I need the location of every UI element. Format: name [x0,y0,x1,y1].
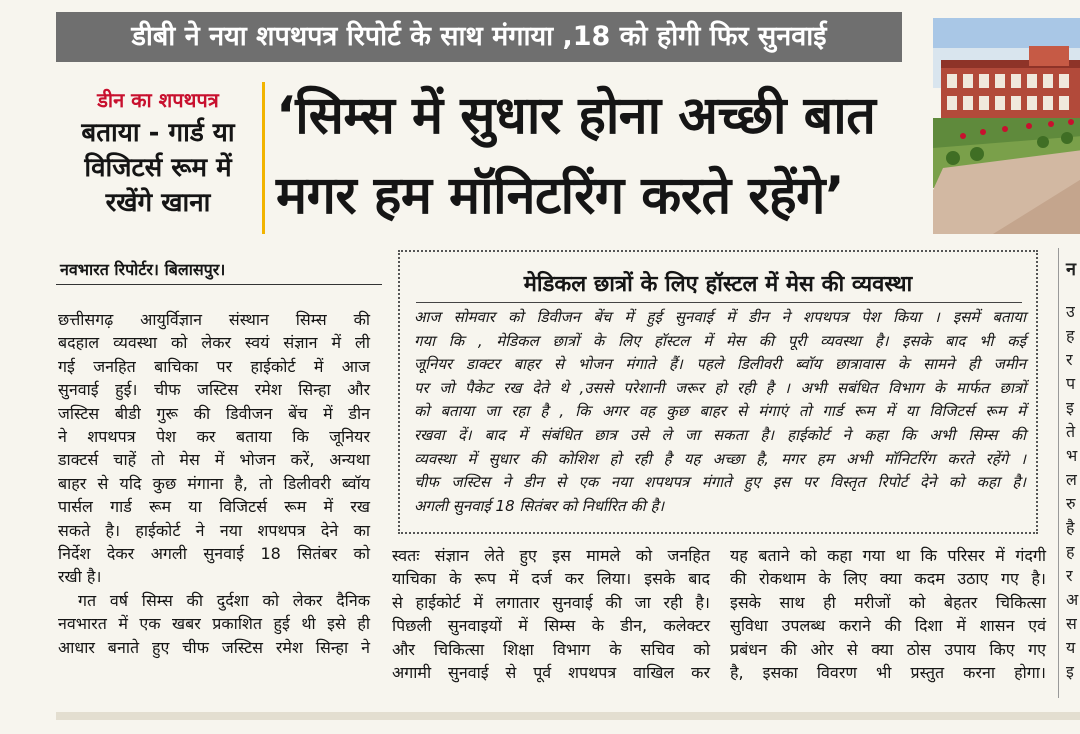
text-line: पार्सल गार्ड रूम या विजिटर्स रूम में रख [58,497,370,517]
cropped-next-article [1066,258,1080,684]
byline: नवभारत रिपोर्टर। बिलासपुर। [60,260,226,279]
text-line: पिछली सुनवाइयों में सिम्स के डीन, कलेक्टर [392,616,710,636]
cropped-char: अ [1066,590,1079,609]
box-text [414,306,1026,518]
text-line: निर्देश देकर अगली सुनवाई 18 सितंबर को [58,544,370,564]
text-line: सुविधा उपलब्ध कराने की दिशा में शासन एवं [730,616,1046,636]
cropped-char: प [1066,374,1076,393]
cropped-char: इ [1066,398,1074,417]
byline-divider [56,284,382,285]
headline-banner: डीबी ने नया शपथपत्र रिपोर्ट के साथ मंगाया ,18 को होगी फिर सुनवाई [56,12,902,62]
text-line: प्रबंधन की ओर से क्या ठोस उपाय किए गए [730,639,1046,659]
cropped-char: ह [1066,542,1075,561]
column-divider [1058,248,1059,698]
text-line: ने शपथपत्र पेश कर बताया कि जूनियर [58,427,370,447]
box-line: गया कि , मेडिकल छात्रों के लिए हॉस्टल में मेस की पूरी व्यवस्था है। इसके बाद भी कई [414,331,1026,350]
sidebar-headline-line: विजिटर्स रूम में [84,153,232,183]
box-title-divider [416,302,1022,303]
cropped-heading-char: न [1066,259,1076,280]
text-line: सुनवाई हुई। चीफ जस्टिस रमेश सिन्हा और [58,380,370,400]
text-line: नवभारत में एक खबर प्रकाशित हुई थी इसे ही [58,614,370,634]
box-line: व्यवस्था में सुधार की कोशिश हो रही है यह अच्छा है, मगर हम अभी मॉनिटरिंग करते रहेंगे । [414,449,1026,468]
text-line: रखी है। [58,567,102,587]
cropped-char: स [1066,614,1077,633]
cropped-char: है [1066,518,1075,537]
accent-bar [262,82,265,234]
text-line: जस्टिस बीडी गुरू की डिवीजन बेंच में डीन [58,403,370,423]
box-line: को बताया जा रहा है , कि अगर वह कुछ बाहर से मंगाएं तो गार्ड रूम में या विजिटर्स रूम में [414,402,1026,421]
text-line: बदहाल व्यवस्था को लेकर स्वयं संज्ञान में ली [58,333,370,353]
text-line: अगामी सुनवाई से पूर्व शपथपत्र वाखिल कर [392,663,710,683]
cropped-char: भ [1066,446,1078,465]
sidebar-kicker: डीन का शपथपत्र [97,88,219,112]
text-line: डाक्टर्स चाहें तो मेस में भोजन करें, अन्यथा [58,450,370,470]
cropped-char: उ [1066,302,1075,321]
court-building-photo [933,18,1080,234]
text-line: आधार बनाते हुए चीफ जस्टिस रमेश सिन्हा ने [58,637,370,657]
text-line: इसके साथ ही मरीजों को बेहतर चिकित्सा [730,592,1046,612]
box-line: जूनियर डाक्टर बाहर से भोजन मंगाते हैं। पहले डिलीवरी ब्वॉय छात्रावास के सामने ही जमीन [414,355,1026,374]
text-line: बाहर से यदि कुछ मंगाना है, तो डिलीवरी ब्वॉय [58,473,370,493]
text-line: से हाईकोर्ट में लगातार सुनवाई की जा रही है। [392,592,710,612]
box-line: अगली सुनवाई 18 सितंबर को निर्धारित की है। [414,496,665,515]
text-line: याचिका के रूप में दर्ज कर लिया। इसके बाद [392,569,710,589]
text-line: स्वतः संज्ञान लेते हुए इस मामले को जनहित [392,546,710,565]
article-column-2 [392,544,710,684]
text-line: छत्तीसगढ़ आयुर्विज्ञान संस्थान सिम्स की [58,310,370,329]
text-line: और चिकित्सा शिक्षा विभाग के सचिव को [392,639,710,659]
headline-line-2: मगर हम मॉनिटरिंग करते रहेंगे’ [276,166,845,226]
cropped-char: र [1066,350,1073,369]
court-building-image [933,18,1080,234]
cropped-char: य [1066,638,1076,657]
page-bottom-strip [56,712,1080,720]
cropped-char: र [1066,566,1073,585]
article-column-3 [730,544,1046,684]
text-line: गई जनहित बाचिका पर हाईकोर्ट में आज [58,356,370,376]
box-line: पर जो पैकेट रख देते थे ,उससे परेशानी जरूर हो रही है । अभी सबंधित विभाग के मार्फत छात्रों [414,378,1026,397]
box-title: मेडिकल छात्रों के लिए हॉस्टल में मेस की व्यवस्था [523,272,913,297]
text-line: यह बताने को कहा गया था कि परिसर में गंदगी [730,546,1046,565]
cropped-char: ल [1066,470,1077,489]
text-line: गत वर्ष सिम्स की दुर्दशा को लेकर दैनिक [78,590,370,610]
main-headline [276,76,930,236]
text-line: सकते है। हाईकोर्ट ने नया शपथपत्र देने का [58,520,370,540]
cropped-char: इ [1066,662,1074,681]
cropped-char: रु [1066,494,1076,513]
headline-line-1: ‘सिम्स में सुधार होना अच्छी बात [276,86,876,146]
sidebar-headline [60,116,256,221]
cropped-char: ते [1066,422,1076,441]
sidebar-headline-line: बताया - गार्ड या [81,118,235,148]
box-line: आज सोमवार को डिवीजन बेंच में हुई सुनवाई में डीन ने शपथपत्र पेश किया । इसमें बताया [414,308,1026,326]
box-line: रखवा दें। बाद में संबंधित छात्र उसे ले जा सकता है। हाईकोर्ट ने कहा कि अभी सिम्स की [414,425,1026,444]
sidebar-headline-line: रखेंगे खाना [105,188,211,218]
text-line: की रोकथाम के लिए क्या कदम उठाए गए है। [730,569,1046,589]
text-line: है, इसका विवरण भी प्रस्तुत करना होगा। [730,663,1046,683]
article-column-1 [58,308,370,659]
box-line: चीफ जस्टिस ने डीन से एक नया शपथपत्र मंगाते हुए इस पर विस्तृत रिपोर्ट देने को कहा है। [414,473,1026,492]
cropped-char: ह [1066,326,1075,345]
